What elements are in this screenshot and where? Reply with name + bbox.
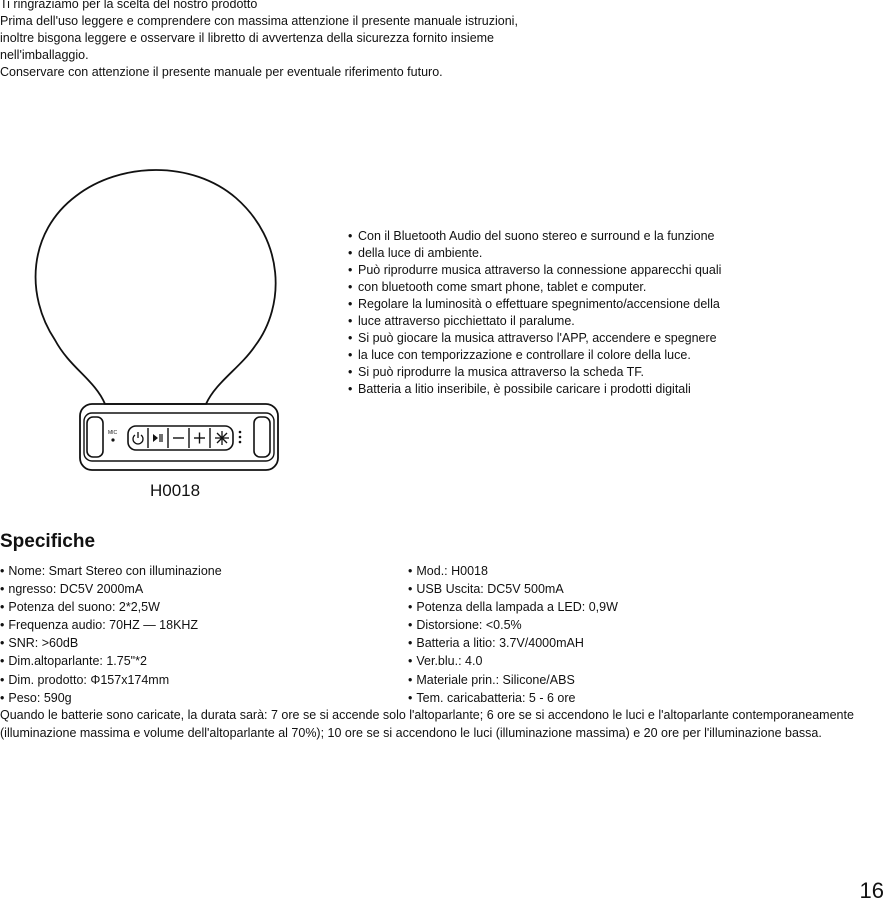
spec-item: • Tem. caricabatteria: 5 - 6 ore (408, 690, 576, 705)
spec-item: • Dim.altoparlante: 1.75"*2 (0, 654, 147, 669)
feature-item-continuation: • con bluetooth come smart phone, tablet e computer. (348, 279, 848, 296)
spec-item: • USB Uscita: DC5V 500mA (408, 582, 564, 597)
play-pause-icon (153, 434, 162, 442)
speaker-dome (36, 170, 276, 404)
spec-item: • Frequenza audio: 70HZ — 18KHZ (0, 618, 199, 633)
intro-text (0, 0, 880, 81)
model-label: H0018 (150, 481, 201, 500)
intro-line: Ti ringraziamo per la scelta del nostro prodotto (0, 0, 258, 11)
feature-list (348, 228, 848, 398)
spec-item: • Nome: Smart Stereo con illuminazione (0, 564, 222, 578)
intro-line: Prima dell'uso leggere e comprendere con massima attenzione il presente manuale istruzioni, (0, 14, 518, 28)
spec-item: • Peso: 590g (0, 690, 72, 705)
feature-item-continuation: • luce attraverso picchiettato il paralume. (348, 313, 848, 330)
power-icon (133, 432, 143, 444)
spec-item: • Materiale prin.: Silicone/ABS (408, 672, 575, 687)
spec-item: • Distorsione: <0.5% (408, 618, 522, 633)
specs-left-column (0, 562, 226, 707)
plus-icon (194, 433, 205, 444)
spec-item: • Mod.: H0018 (408, 564, 488, 578)
spec-item: • Ver.blu.: 4.0 (408, 654, 483, 669)
svg-text:MIC: MIC (108, 430, 118, 436)
feature-item-continuation: • la luce con temporizzazione e controllare il colore della luce. (348, 347, 848, 364)
speaker-base-inner (84, 413, 274, 461)
feature-item: • Si può riprodurre la musica attraverso la scheda TF. (348, 364, 848, 381)
feature-item: • Può riprodurre musica attraverso la connessione apparecchi quali (348, 262, 848, 279)
spec-item: • Batteria a litio: 3.7V/4000mAH (408, 636, 584, 651)
specs-title: Specifiche (0, 531, 96, 552)
feature-item-continuation: • della luce di ambiente. (348, 245, 848, 262)
battery-note: Quando le batterie sono caricate, la durata sarà: 7 ore se si accende solo l'altoparlante; 6 ore se si accendono le luci e l'altoparlante contemporaneamente (illuminazione massima e volume dell'altoparlante al 70%); 10 ore se si accendono le luci (illuminazione massima) e 20 ore per l'illuminazione bassa. (0, 708, 854, 740)
intro-line: inoltre bisgona leggere e osservare il libretto di avvertenza della sicurezza fornito insieme (0, 31, 495, 45)
feature-item: • Con il Bluetooth Audio del suono stereo e surround e la funzione (348, 228, 848, 245)
feature-item: • Regolare la luminosità o effettuare spegnimento/accensione della (348, 296, 848, 313)
spec-item: • Dim. prodotto: Φ157x174mm (0, 672, 170, 687)
page-number: 16 (859, 878, 884, 903)
spec-item: • ngresso: DC5V 2000mA (0, 582, 144, 597)
speaker-base (80, 404, 278, 470)
spec-item: • Potenza del suono: 2*2,5W (0, 600, 160, 615)
speaker-illustration (0, 140, 300, 480)
specs-right-column (408, 562, 622, 707)
spec-item: • Potenza della lampada a LED: 0,9W (408, 600, 618, 615)
intro-line: Conservare con attenzione il presente manuale per eventuale riferimento futuro. (0, 65, 443, 79)
feature-item: • Si può giocare la musica attraverso l'APP, accendere e spegnere (348, 330, 848, 347)
feature-item: • Batteria a litio inseribile, è possibile caricare i prodotti digitali (348, 381, 848, 398)
spec-item: • SNR: >60dB (0, 636, 79, 651)
light-icon (215, 431, 229, 445)
intro-line: nell'imballaggio. (0, 48, 89, 62)
